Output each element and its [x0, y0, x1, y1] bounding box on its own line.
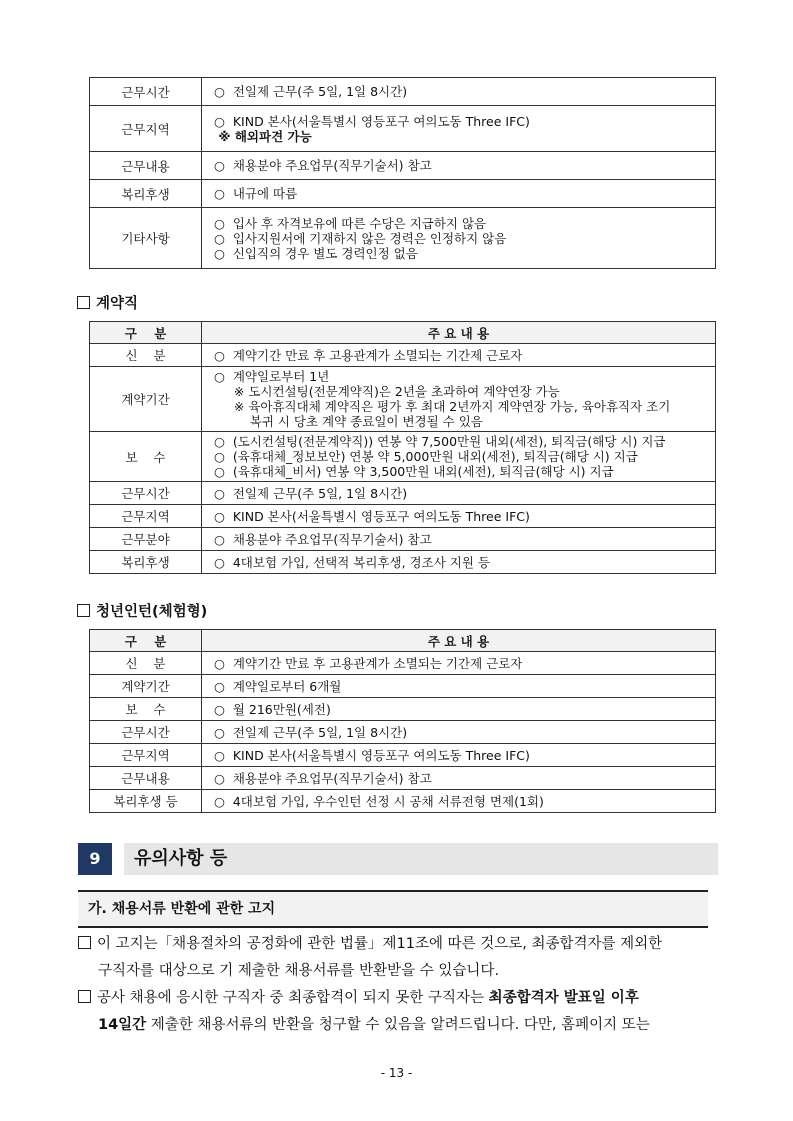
- content-line: 복귀 시 당초 계약 종료일이 변경될 수 있음: [214, 414, 483, 429]
- row-label: 보 수: [90, 698, 202, 721]
- content-line: ○ (육휴대체_비서) 연봉 약 3,500만원 내외(세전), 퇴직금(해당 시) 지급: [214, 464, 614, 479]
- content-line: ○ 전일제 근무(주 5일, 1일 8시간): [214, 485, 408, 501]
- row-content: [202, 367, 716, 432]
- row-label: 근무지역: [90, 106, 202, 152]
- content-line: ○ 계약일로부터 1년: [214, 369, 330, 384]
- row-label: 보 수: [90, 432, 202, 482]
- paragraph-2: 공사 채용에 응시한 구직자 중 최종합격이 되지 못한 구직자는 최종합격자 발표일 이후 14일간 제출한 채용서류의 반환을 청구할 수 있음을 알려드립니다. 다만, 홈페이지 또는: [78, 985, 718, 1039]
- row-label: 근무지역: [90, 505, 202, 528]
- table-row: [90, 208, 716, 269]
- table-row: [90, 180, 716, 208]
- paragraph-1: 이 고지는「채용절차의 공정화에 관한 법률」제11조에 따른 것으로, 최종합격자를 제외한 구직자를 대상으로 기 제출한 채용서류를 반환받을 수 있습니다.: [78, 931, 718, 985]
- checkbox-square-icon: [78, 990, 91, 1003]
- row-content: [202, 208, 716, 269]
- row-label: 복리후생: [90, 551, 202, 574]
- row-content: [202, 652, 716, 675]
- row-content: [202, 675, 716, 698]
- table-row: [90, 551, 716, 574]
- content-line: ○ (육휴대체_정보보안) 연봉 약 5,000만원 내외(세전), 퇴직금(해당 시) 지급: [214, 449, 638, 464]
- content-line: ○ 채용분야 주요업무(직무기술서) 참고: [214, 158, 432, 173]
- row-label: 근무시간: [90, 721, 202, 744]
- row-content: [202, 744, 716, 767]
- row-content: [202, 152, 716, 180]
- table-row: [90, 652, 716, 675]
- content-line: ○ 내규에 따름: [214, 186, 298, 201]
- work-conditions-table: [89, 77, 716, 269]
- row-label: 근무분야: [90, 528, 202, 551]
- row-label: 근무시간: [90, 78, 202, 106]
- row-content: [202, 505, 716, 528]
- checkbox-square-icon: [77, 296, 90, 309]
- section-contract-heading: 계약직: [77, 292, 138, 313]
- row-content: [202, 344, 716, 367]
- chapter-heading: [78, 843, 718, 875]
- content-line: ○ 입사 후 자격보유에 따른 수당은 지급하지 않음: [214, 215, 487, 231]
- row-label: 기타사항: [90, 208, 202, 269]
- table-row: [90, 790, 716, 813]
- table-row: [90, 78, 716, 106]
- header-content: 주 요 내 용: [202, 630, 716, 652]
- table-row: [90, 721, 716, 744]
- content-line: ○ 신입직의 경우 별도 경력인정 없음: [214, 245, 418, 261]
- table-row: [90, 675, 716, 698]
- section-intern-heading: 청년인턴(체험형): [77, 600, 207, 621]
- checkbox-square-icon: [77, 604, 90, 617]
- contract-table: [89, 321, 716, 574]
- content-line: ※ 해외파견 가능: [214, 128, 312, 144]
- content-line: ○ 4대보험 가입, 선택적 복리후생, 경조사 지원 등: [214, 554, 490, 570]
- row-content: [202, 432, 716, 482]
- page-number: - 13 -: [380, 1066, 413, 1080]
- content-line: ○ 계약기간 만료 후 고용관계가 소멸되는 기간제 근로자: [214, 347, 523, 363]
- row-content: [202, 790, 716, 813]
- row-label: 신 분: [90, 344, 202, 367]
- row-content: [202, 482, 716, 505]
- table-row: [90, 482, 716, 505]
- row-label: 계약기간: [90, 367, 202, 432]
- table-row: [90, 698, 716, 721]
- content-line: ○ 채용분야 주요업무(직무기술서) 참고: [214, 770, 432, 786]
- content-line: ※ 도시컨설팅(전문계약직)은 2년을 초과하여 계약연장 가능: [214, 384, 560, 399]
- table-row: [90, 106, 716, 152]
- content-line: ○ 4대보험 가입, 우수인턴 선정 시 공채 서류전형 면제(1회): [214, 793, 544, 809]
- table-row: [90, 767, 716, 790]
- row-label: 복리후생: [90, 180, 202, 208]
- checkbox-square-icon: [78, 936, 91, 949]
- row-content: [202, 528, 716, 551]
- chapter-number: 9: [78, 843, 112, 875]
- row-label: 신 분: [90, 652, 202, 675]
- content-line: ○ 전일제 근무(주 5일, 1일 8시간): [214, 724, 408, 740]
- header-category: 구 분: [90, 630, 202, 652]
- content-line: ○ KIND 본사(서울특별시 영등포구 여의도동 Three IFC): [214, 508, 530, 524]
- chapter-title: 유의사항 등: [124, 843, 718, 875]
- content-line: ○ 계약일로부터 6개월: [214, 678, 342, 694]
- table-row: [90, 432, 716, 482]
- table-row: [90, 528, 716, 551]
- row-content: [202, 551, 716, 574]
- content-line: ※ 육아휴직대체 계약직은 평가 후 최대 2년까지 계약연장 가능, 육아휴직자 조기: [214, 399, 671, 414]
- content-line: ○ KIND 본사(서울특별시 영등포구 여의도동 Three IFC): [214, 747, 530, 763]
- row-content: [202, 767, 716, 790]
- table-row: [90, 152, 716, 180]
- subsection-title: 가. 채용서류 반환에 관한 고지: [78, 890, 708, 928]
- table-row: [90, 344, 716, 367]
- header-category: 구 분: [90, 322, 202, 344]
- table-header: [90, 630, 716, 652]
- table-row: [90, 505, 716, 528]
- header-content: 주 요 내 용: [202, 322, 716, 344]
- row-label: 근무시간: [90, 482, 202, 505]
- row-content: [202, 721, 716, 744]
- content-line: ○ KIND 본사(서울특별시 영등포구 여의도동 Three IFC): [214, 113, 530, 129]
- content-line: ○ 계약기간 만료 후 고용관계가 소멸되는 기간제 근로자: [214, 655, 523, 671]
- row-label: 근무내용: [90, 152, 202, 180]
- row-content: [202, 698, 716, 721]
- content-line: ○ (도시컨설팅(전문계약직)) 연봉 약 7,500만원 내외(세전), 퇴직금(해당 시) 지급: [214, 434, 666, 449]
- table-header: [90, 322, 716, 344]
- row-label: 근무내용: [90, 767, 202, 790]
- row-label: 근무지역: [90, 744, 202, 767]
- row-content: [202, 180, 716, 208]
- row-content: [202, 78, 716, 106]
- content-line: ○ 채용분야 주요업무(직무기술서) 참고: [214, 531, 432, 547]
- table-row: [90, 367, 716, 432]
- intern-table: [89, 629, 716, 813]
- row-content: [202, 106, 716, 152]
- content-line: ○ 전일제 근무(주 5일, 1일 8시간): [214, 84, 408, 99]
- row-label: 복리후생 등: [90, 790, 202, 813]
- table-row: [90, 744, 716, 767]
- content-line: ○ 입사지원서에 기재하지 않은 경력은 인정하지 않음: [214, 230, 507, 246]
- row-label: 계약기간: [90, 675, 202, 698]
- content-line: ○ 월 216만원(세전): [214, 701, 331, 717]
